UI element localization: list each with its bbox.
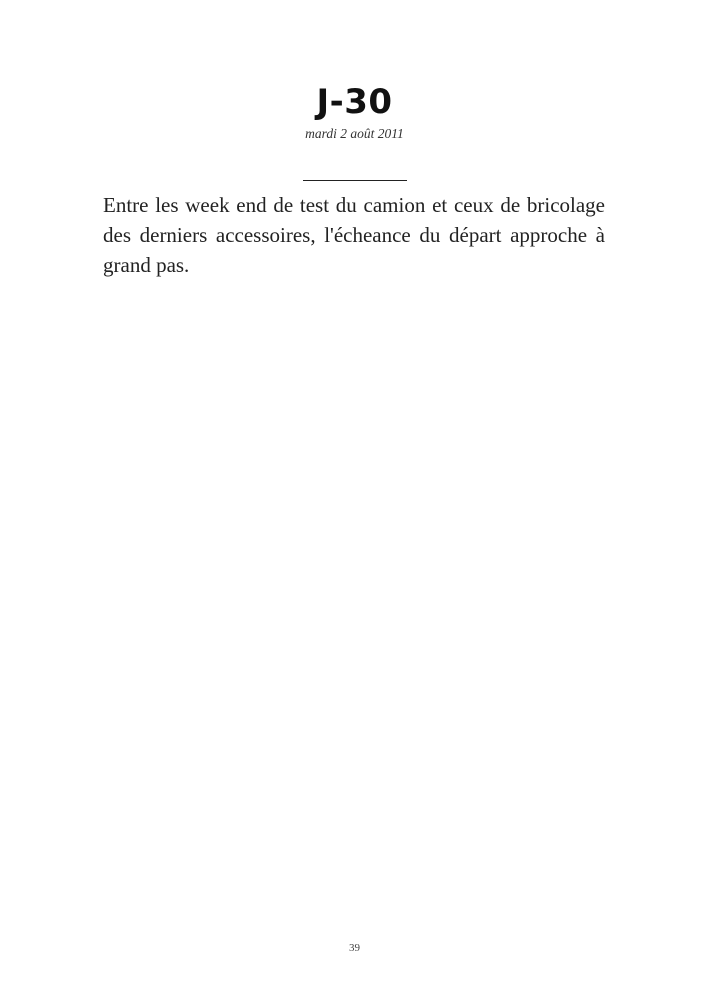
chapter-date: mardi 2 août 2011: [305, 126, 404, 141]
title-divider: [303, 180, 407, 181]
body-paragraph: Entre les week end de test du camion et ceux de bricolage des derniers accessoires, l'écheance du départ approche à grand pas.: [103, 193, 605, 277]
page-number: 39: [349, 942, 360, 954]
chapter-title: J-30: [316, 82, 393, 122]
